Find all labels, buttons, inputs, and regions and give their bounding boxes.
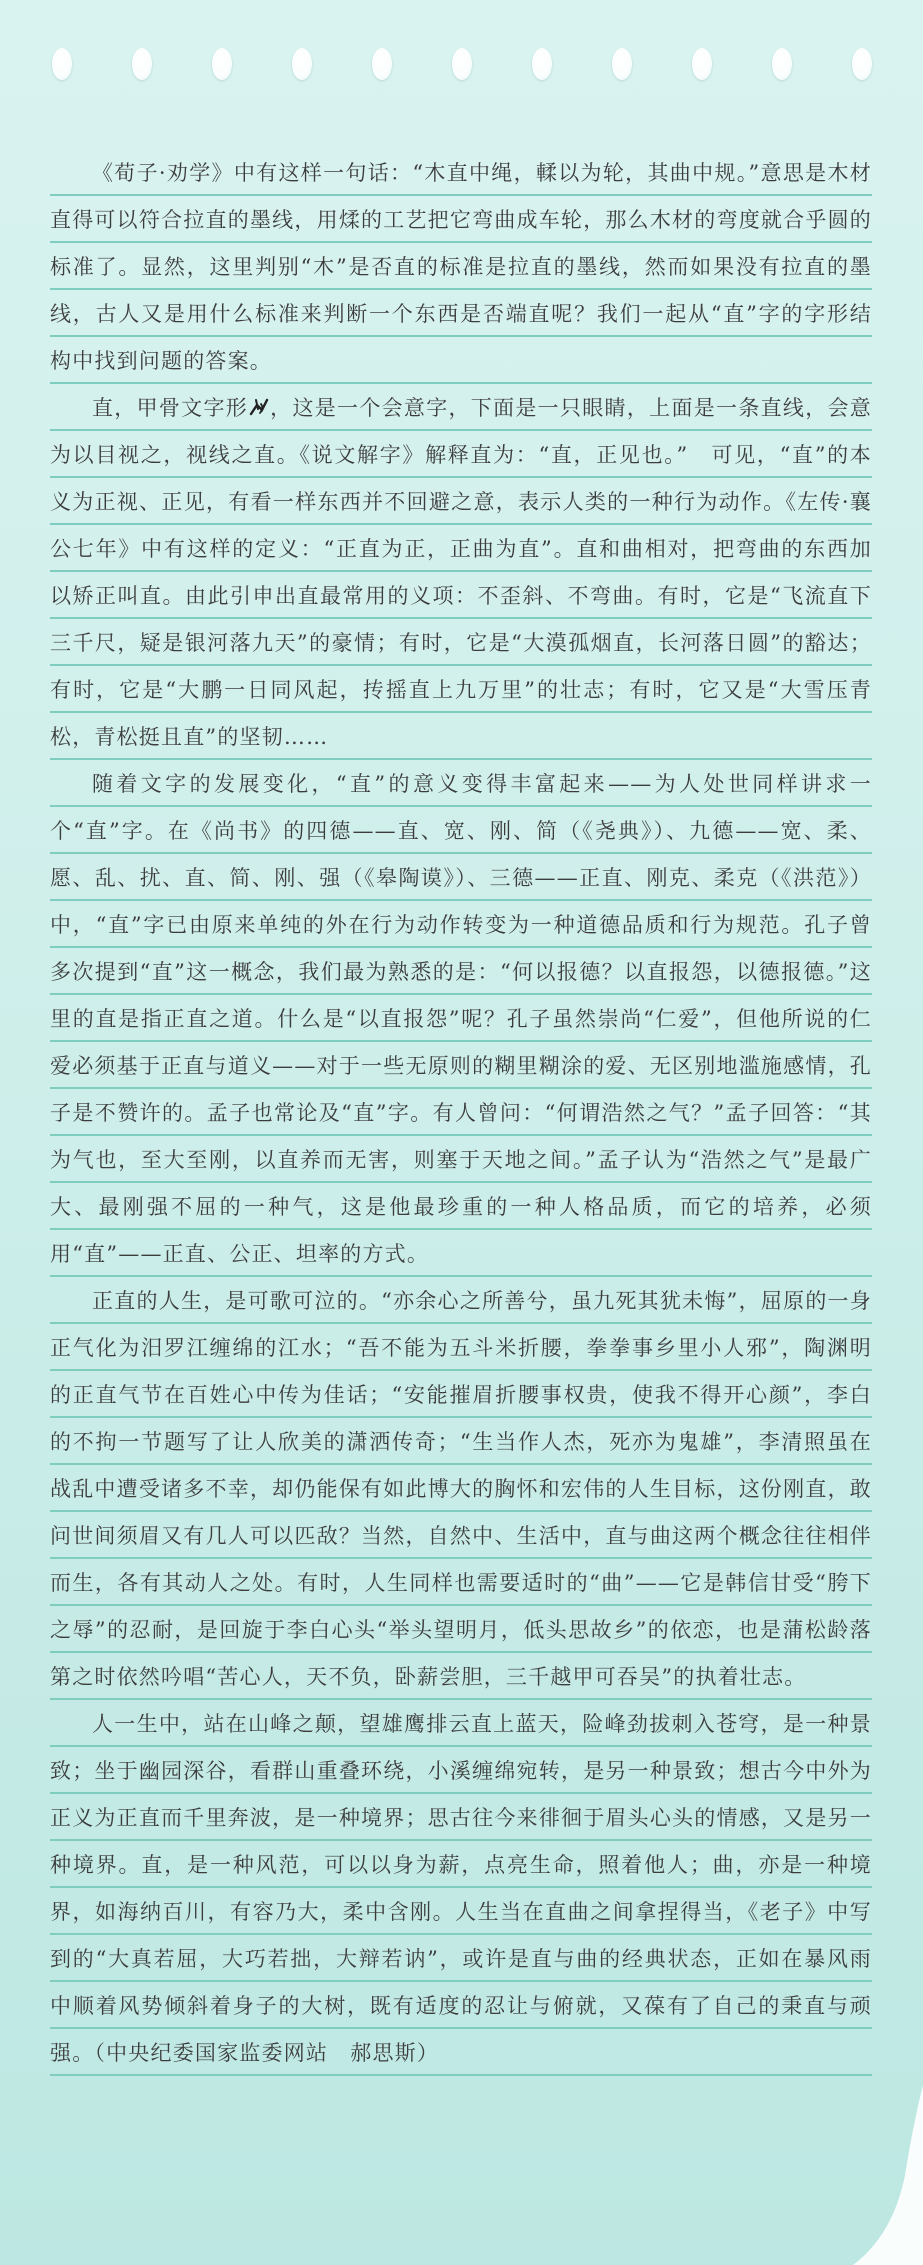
binder-hole: [132, 48, 152, 80]
paragraph-2: [50, 385, 872, 761]
binder-hole: [852, 48, 872, 80]
binder-hole: [292, 48, 312, 80]
binder-hole: [612, 48, 632, 80]
paragraph-1: 《荀子·劝学》中有这样一句话：“木直中绳，輮以为轮，其曲中规。”意思是木材直得可以符合拉直的墨线，用煣的工艺把它弯曲成车轮，那么木材的弯度就合乎圆的标准了。显然，这里判别“木”是否直的标准是拉直的墨线，然而如果没有拉直的墨线，古人又是用什么标准来判断一个东西是否端直呢？我们一起从“直”字的字形结构中找到问题的答案。: [50, 150, 872, 385]
paragraph-3: 随着文字的发展变化，“直”的意义变得丰富起来——为人处世同样讲求一个“直”字。在《尚书》的四德——直、宽、刚、简（《尧典》）、九德——宽、柔、愿、乱、扰、直、简、刚、强（《皋陶谟》）、三德——正直、刚克、柔克（《洪范》）中，“直”字已由原来单纯的外在行为动作转变为一种道德品质和行为规范。孔子曾多次提到“直”这一概念，我们最为熟悉的是：“何以报德？以直报怨，以德报德。”这里的直是指正直之道。什么是“以直报怨”呢？孔子虽然崇尚“仁爱”，但他所说的仁爱必须基于正直与道义——对于一些无原则的糊里糊涂的爱、无区别地滥施感情，孔子是不赞许的。孟子也常论及“直”字。有人曾问：“何谓浩然之气？”孟子回答：“其为气也，至大至刚，以直养而无害，则塞于天地之间。”孟子认为“浩然之气”是最广大、最刚强不屈的一种气，这是他最珍重的一种人格品质，而它的培养，必须用“直”——正直、公正、坦率的方式。: [50, 761, 872, 1278]
article-body: [50, 150, 872, 2077]
paragraph-4: 正直的人生，是可歌可泣的。“亦余心之所善兮，虽九死其犹未悔”，屈原的一身正气化为汨罗江缠绵的江水；“吾不能为五斗米折腰，拳拳事乡里小人邪”，陶渊明的正直气节在百姓心中传为佳话；“安能摧眉折腰事权贵，使我不得开心颜”，李白的不拘一节题写了让人欣美的潇洒传奇；“生当作人杰，死亦为鬼雄”，李清照虽在战乱中遭受诸多不幸，却仍能保有如此博大的胸怀和宏伟的人生目标，这份刚直，敢问世间须眉又有几人可以匹敌？当然，自然中、生活中，直与曲这两个概念往往相伴而生，各有其动人之处。有时，人生同样也需要适时的“曲”——它是韩信甘受“胯下之辱”的忍耐，是回旋于李白心头“举头望明月，低头思故乡”的依恋，也是蒲松龄落第之时依然吟唱“苦心人，天不负，卧薪尝胆，三千越甲可吞吴”的执着壮志。: [50, 1278, 872, 1701]
binder-hole: [452, 48, 472, 80]
binder-hole: [372, 48, 392, 80]
page-curl: [853, 2085, 923, 2265]
binder-hole: [212, 48, 232, 80]
paragraph-2-body: ，这是一个会意字，下面是一只眼睛，上面是一条直线，会意为以目视之，视线之直。《说文解字》解释直为：“直，正见也。” 可见，“直”的本义为正视、正见，有看一样东西并不回避之意，表示人类的一种行为动作。《左传·襄公七年》中有这样的定义：“正直为正，正曲为直”。直和曲相对，把弯曲的东西加以矫正叫直。由此引申出直最常用的义项：不歪斜、不弯曲。有时，它是“飞流直下三千尺，疑是银河落九天”的豪情；有时，它是“大漠孤烟直，长河落日圆”的豁达；有时，它是“大鹏一日同风起，抟摇直上九万里”的壮志；有时，它又是“大雪压青松，青松挺且直”的坚韧……: [50, 396, 872, 749]
binder-hole: [532, 48, 552, 80]
binder-hole: [52, 48, 72, 80]
paragraph-2-lead: 直，甲骨文字形: [92, 396, 249, 420]
binder-hole: [772, 48, 792, 80]
binder-holes: [0, 48, 923, 88]
paragraph-5: 人一生中，站在山峰之颠，望雄鹰排云直上蓝天，险峰劲拔刺入苍穹，是一种景致；坐于幽园深谷，看群山重叠环绕，小溪缠绵宛转，是另一种景致；想古今中外为正义为正直而千里奔波，是一种境界；思古往今来徘徊于眉头心头的情感，又是另一种境界。直，是一种风范，可以以身为薪，点亮生命，照着他人；曲，亦是一种境界，如海纳百川，有容乃大，柔中含刚。人生当在直曲之间拿捏得当，《老子》中写到的“大真若屈，大巧若拙，大辩若讷”，或许是直与曲的经典状态，正如在暴风雨中顺着风势倾斜着身子的大树，既有适度的忍让与俯就，又葆有了自己的秉直与顽强。（中央纪委国家监委网站 郝思斯）: [50, 1701, 872, 2077]
binder-hole: [692, 48, 712, 80]
oracle-bone-zhi-icon: [248, 396, 270, 418]
